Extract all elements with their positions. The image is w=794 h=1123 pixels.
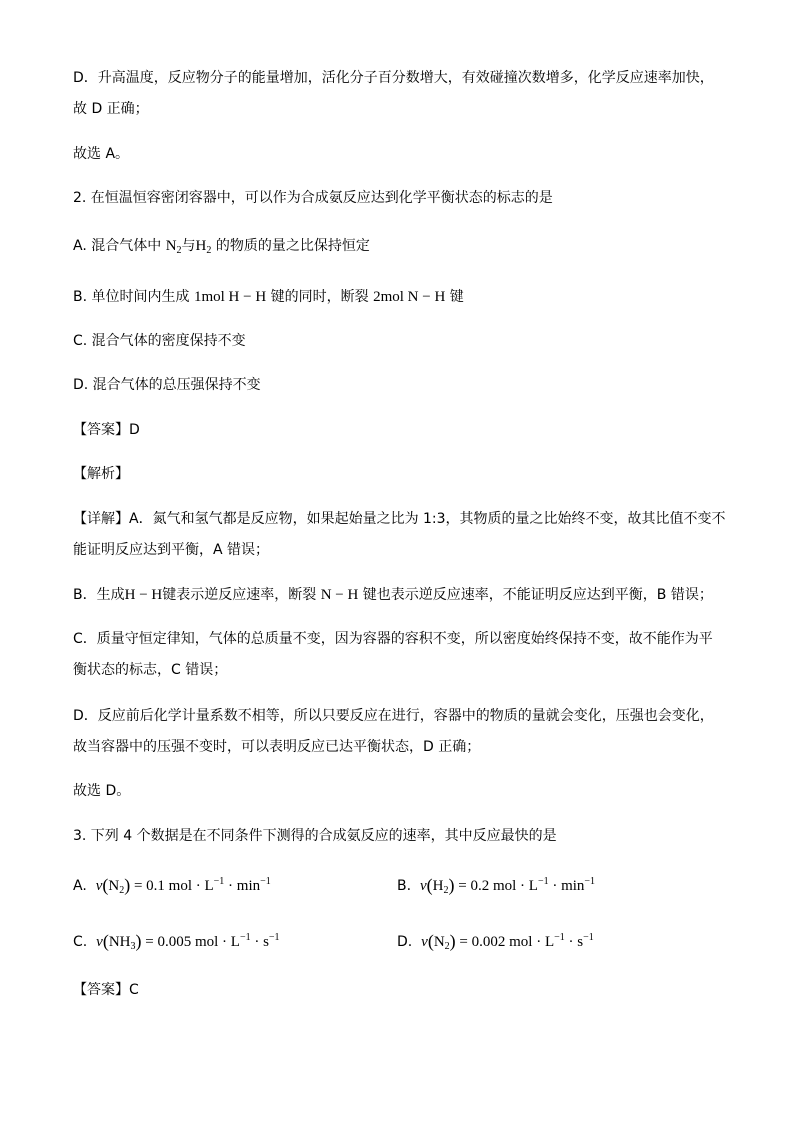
paragraph-d-explanation: D．升高温度，反应物分子的能量增加，活化分子百分数增大，有效碰撞次数增多，化学反应速率加快， [73, 70, 714, 86]
q2-option-b: B. 单位时间内生成 1mol H − H 键的同时，断裂 2mol N − H 键 [73, 289, 464, 305]
q2-detail-b: B．生成H − H键表示逆反应速率，断裂 N − H 键也表示逆反应速率，不能证明反应达到平衡，B 错误； [73, 587, 713, 603]
q3-option-b: B. $v(H_2) = 0.2$ mol · $L^{-1} \cdot \min^{-1}$ [397, 875, 596, 896]
answer-tag: 【答案】 [73, 982, 129, 998]
conclusion-choose-a: 故选 A。 [73, 146, 130, 162]
q2-option-c: C. 混合气体的密度保持不变 [73, 333, 246, 349]
answer-value: D [129, 422, 140, 438]
q3-option-a: A. $v(N_2) = 0.1$ mol · $L^{-1} \cdot \min^{-1}$ [73, 875, 271, 896]
q2-option-d: D. 混合气体的总压强保持不变 [73, 377, 261, 393]
detail-tag: 【详解】 [73, 511, 129, 527]
q3-option-c: C. $v(NH_3) = 0.005$ mol · $L^{-1} \cdot s^{-1}$ [73, 931, 280, 952]
question-2-stem: 2. 在恒温恒容密闭容器中，可以作为合成氨反应达到化学平衡状态的标志的是 [73, 190, 553, 206]
q2-detail-a: 【详解】A．氮气和氢气都是反应物，如果起始量之比为 1:3，其物质的量之比始终不变，故其比值不变不 [73, 511, 726, 527]
q2-detail-a-cont: 能证明反应达到平衡，A 错误； [73, 542, 270, 558]
q3-answer [73, 980, 139, 1000]
q2-answer [73, 420, 140, 440]
q2-detail-d-cont: 故当容器中的压强不变时，可以表明反应已达平衡状态，D 正确； [73, 739, 481, 755]
q2-detail-c: C．质量守恒定律知，气体的总质量不变，因为容器的容积不变，所以密度始终保持不变，故不能作为平 [73, 631, 713, 647]
answer-value: C [129, 982, 139, 998]
q2-option-a: A. 混合气体中 $N_2$与$H_2$ 的物质的量之比保持恒定 [73, 238, 370, 256]
q2-analysis-tag: 【解析】 [73, 466, 129, 482]
q2-detail-c-cont: 衡状态的标志，C 错误； [73, 662, 228, 678]
question-3-stem: 3. 下列 4 个数据是在不同条件下测得的合成氨反应的速率，其中反应最快的是 [73, 828, 557, 844]
answer-tag: 【答案】 [73, 422, 129, 438]
q2-conclusion: 故选 D。 [73, 783, 131, 799]
q3-option-d: D. $v(N_2) = 0.002$ mol · $L^{-1} \cdot s^{-1}$ [397, 931, 594, 952]
paragraph-d-explanation-cont: 故 D 正确； [73, 101, 149, 117]
q2-detail-d: D．反应前后化学计量系数不相等，所以只要反应在进行，容器中的物质的量就会变化，压强也会变化， [73, 708, 714, 724]
